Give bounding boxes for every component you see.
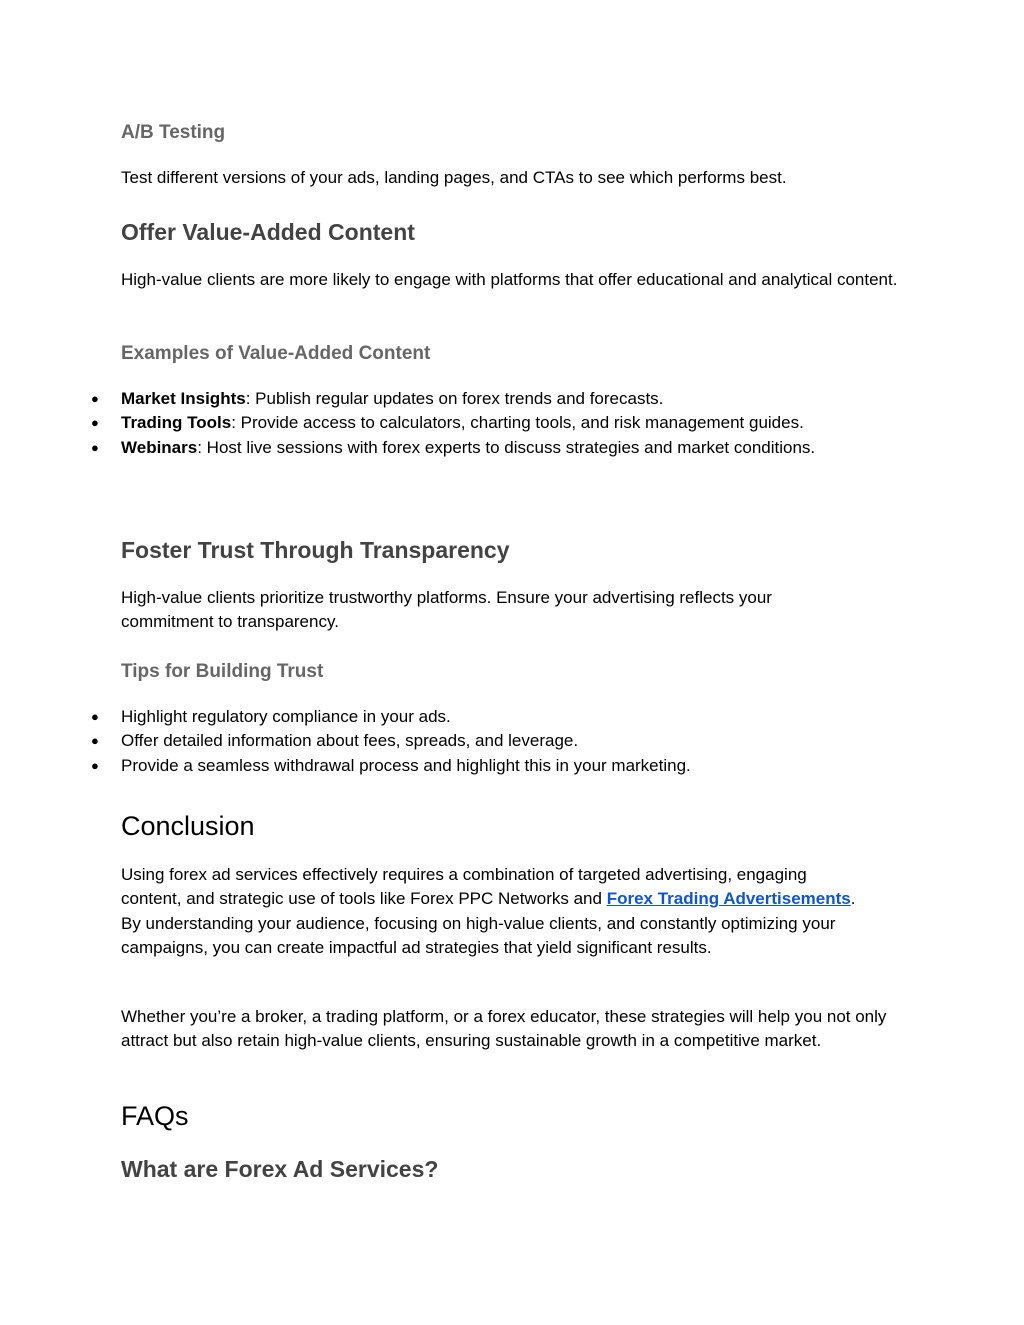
bullet-icon: ● (91, 439, 99, 455)
forex-trading-advertisements-link[interactable]: Forex Trading Advertisements (606, 889, 851, 909)
list-item-text: Offer detailed information about fees, spreads, and leverage. (121, 731, 579, 751)
value-added-subheading: Examples of Value-Added Content (121, 343, 431, 364)
list-item (61, 729, 881, 753)
conclusion-paragraph-2: Whether you’re a broker, a trading platform, or a forex educator, these strategies will help you not only attract but also retain high-value clients, ensuring sustainable growth in a competitive market. (121, 1007, 887, 1051)
list-item-text: Provide a seamless withdrawal process and highlight this in your marketing. (121, 755, 691, 775)
conclusion-text-before-link: Using forex ad services effectively requires a combination of targeted advertising, engaging content, and strategic use of tools like Forex PPC Networks and (121, 865, 807, 909)
list-item-text: Highlight regulatory compliance in your ads. (121, 707, 451, 726)
list-item-term: Market Insights (121, 389, 246, 408)
list-item (61, 411, 881, 435)
ab-testing-body: Test different versions of your ads, landing pages, and CTAs to see which performs best. (121, 168, 787, 187)
bullet-icon: ● (91, 415, 99, 431)
bullet-icon: ● (91, 391, 99, 406)
value-added-list (61, 387, 881, 460)
trust-body: High-value clients prioritize trustworthy platforms. Ensure your advertising reflects your commitment to transparency. (121, 588, 772, 632)
value-added-heading: Offer Value-Added Content (121, 219, 415, 245)
list-item (61, 436, 881, 460)
trust-subheading: Tips for Building Trust (121, 661, 324, 682)
conclusion-text-after-link: . By understanding your audience, focusing on high-value clients, and constantly optimizing your campaigns, you can create impactful ad strategies that yield significant results. (121, 889, 856, 957)
conclusion-paragraph-1 (121, 863, 871, 960)
trust-tips-list (61, 705, 881, 778)
bullet-icon: ● (91, 709, 99, 724)
list-item (61, 387, 881, 411)
faqs-heading: FAQs (121, 1101, 189, 1131)
value-added-body: High-value clients are more likely to engage with platforms that offer educational and analytical content. (121, 270, 898, 289)
list-item-text: : Host live sessions with forex experts to discuss strategies and market conditions. (197, 437, 816, 457)
list-item (61, 754, 881, 778)
list-item-text: : Publish regular updates on forex trends and forecasts. (245, 389, 664, 408)
list-item-text: : Provide access to calculators, charting tools, and risk management guides. (231, 413, 804, 433)
bullet-icon: ● (91, 733, 99, 749)
faq-question-1: What are Forex Ad Services? (121, 1156, 439, 1182)
list-item-term: Webinars (121, 437, 198, 457)
list-item (61, 705, 881, 729)
trust-heading: Foster Trust Through Transparency (121, 537, 510, 563)
bullet-icon: ● (91, 757, 99, 773)
conclusion-heading: Conclusion (121, 811, 255, 841)
list-item-term: Trading Tools (121, 413, 232, 433)
ab-testing-heading: A/B Testing (121, 122, 226, 143)
